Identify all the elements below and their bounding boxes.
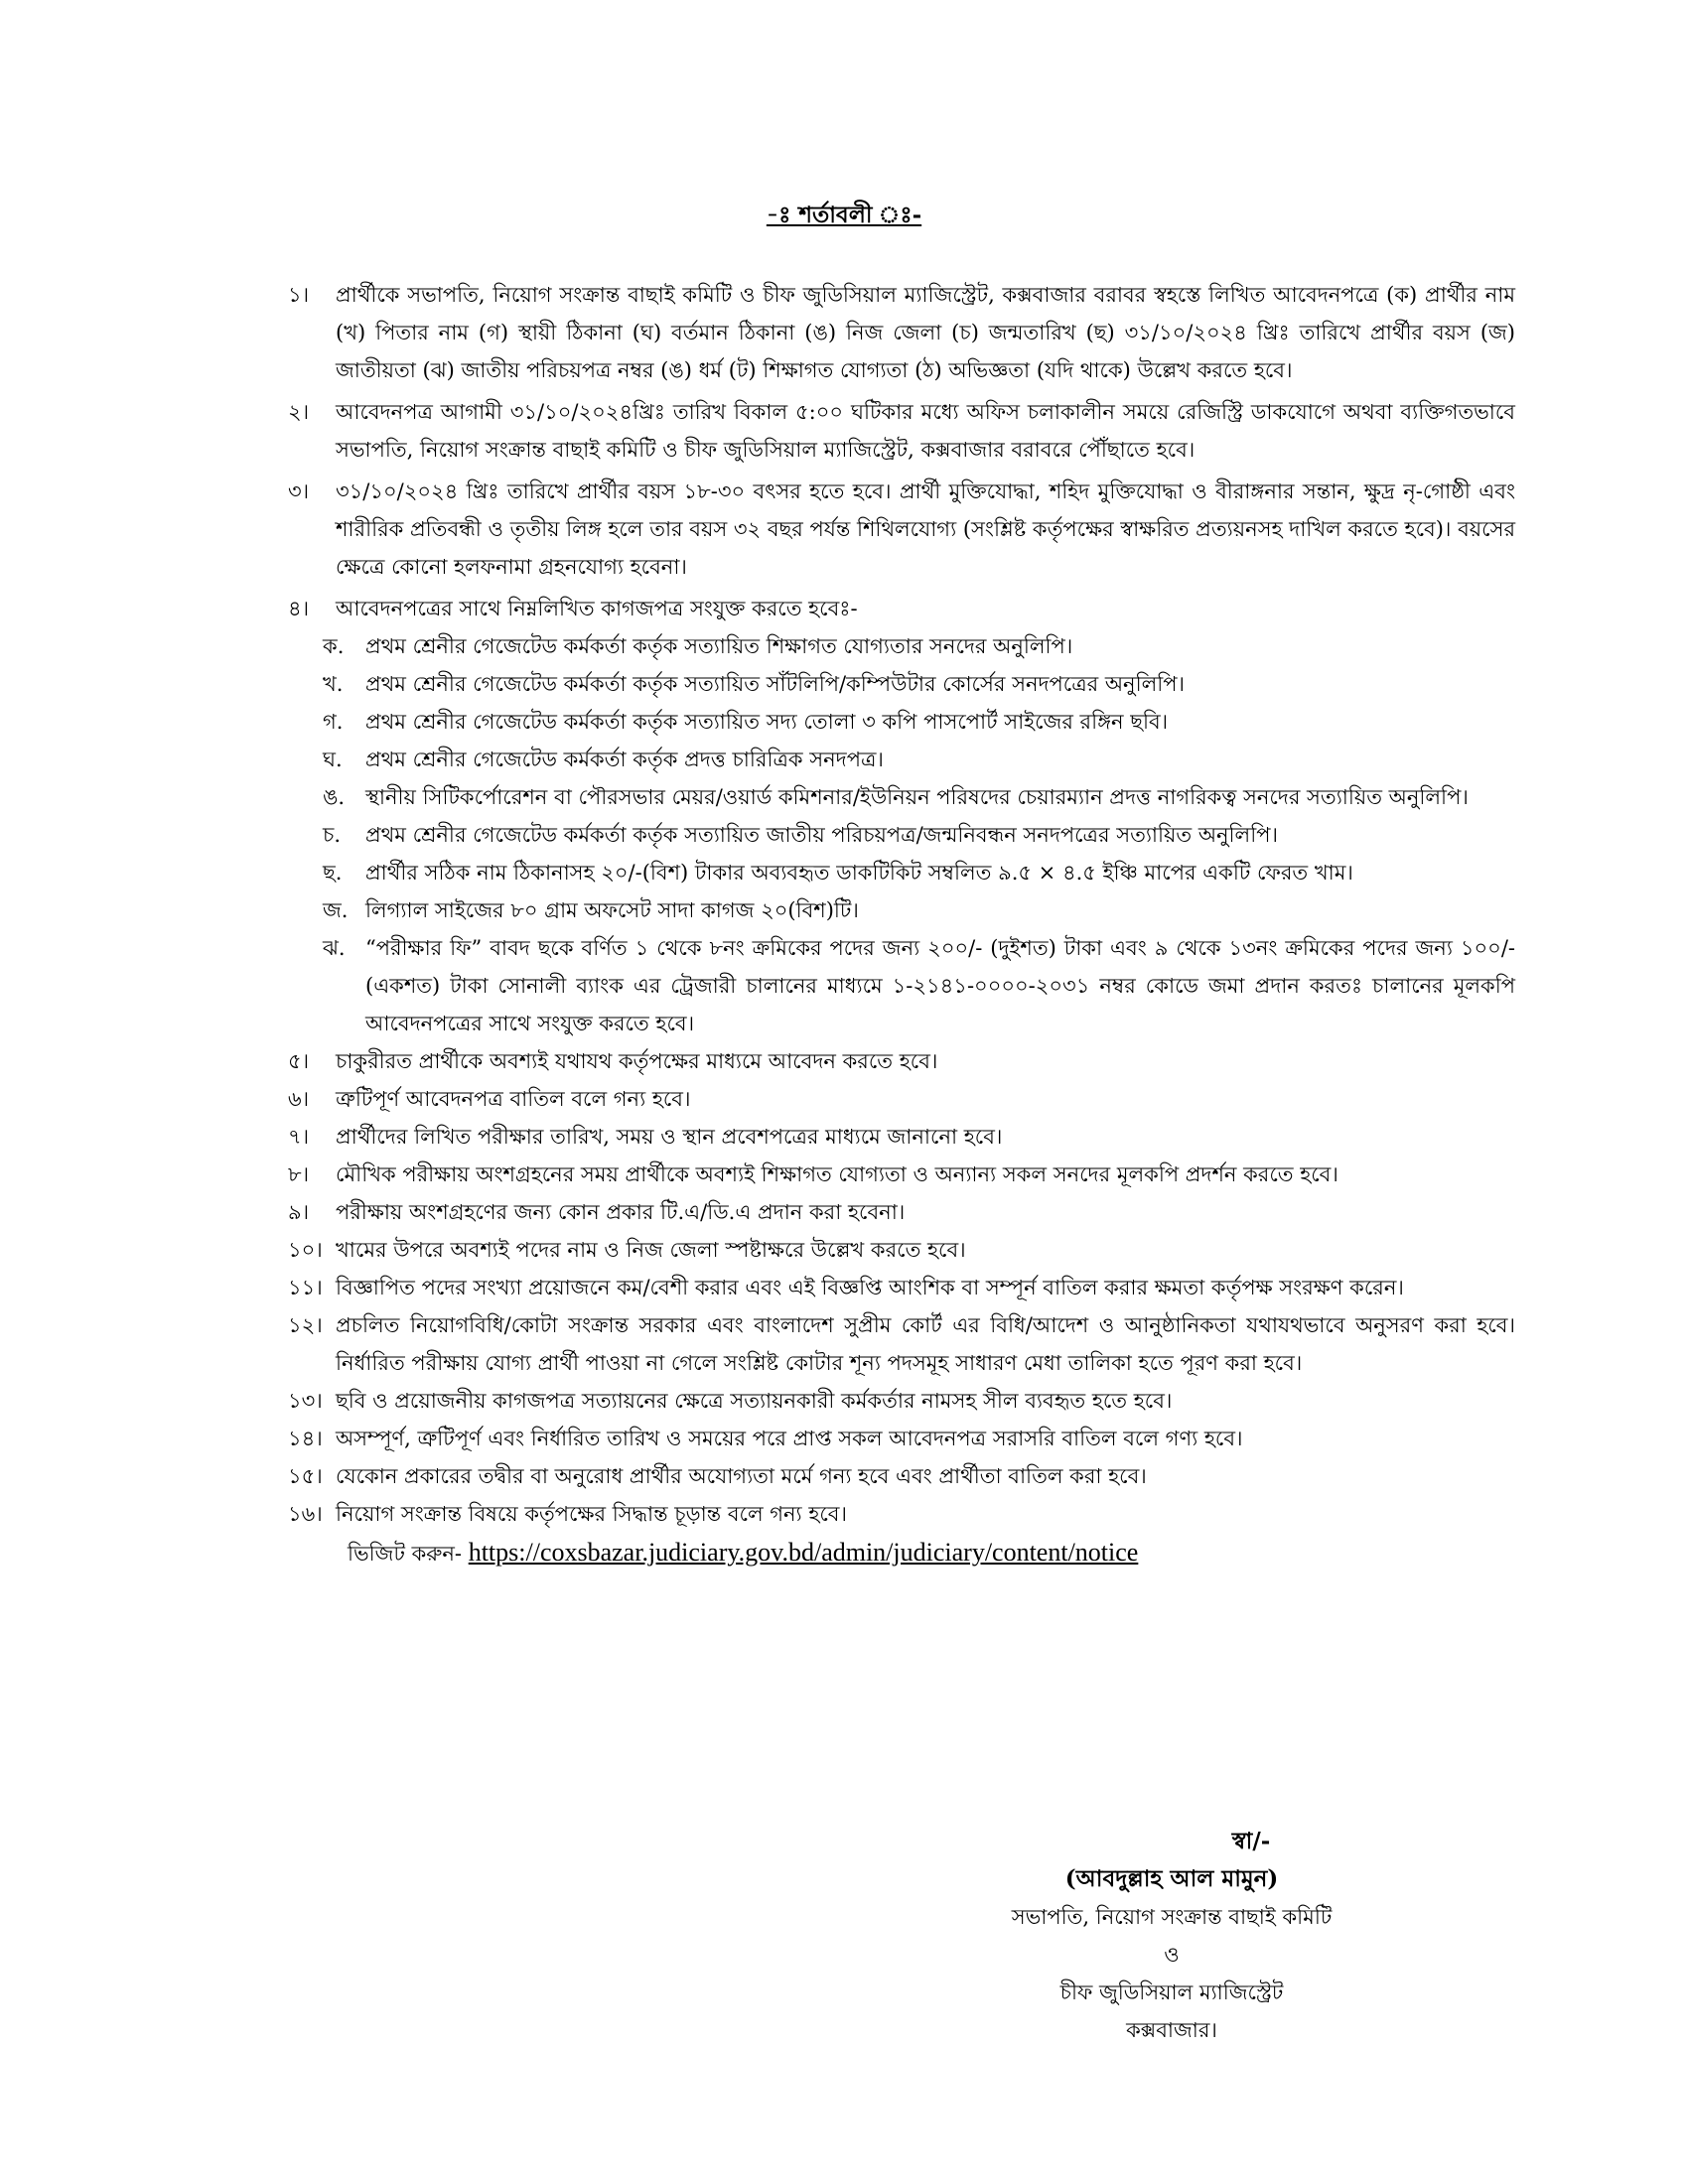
sub-item-number: ক. bbox=[323, 634, 345, 658]
term-text: চাকুরীরত প্রার্থীকে অবশ্যই যথাযথ কর্তৃপক্ষের মাধ্যমে আবেদন করতে হবে। bbox=[336, 1049, 938, 1073]
term-text: আবেদনপত্র আগামী ৩১/১০/২০২৪খ্রিঃ তারিখ বিকাল ৫:০০ ঘটিকার মধ্যে অফিস চলাকালীন সময়ে রেজিস্ট্রি ডাকযোগে অথবা ব্যক্তিগতভাবে সভাপতি, নিয়োগ সংক্রান্ত বাছাই কমিটি ও চীফ জুডিসিয়াল ম্যাজিস্ট্রেট, কক্সবাজার বরাবরে পৌঁছাতে হবে। bbox=[336, 400, 1515, 462]
term-text: প্রার্থীকে সভাপতি, নিয়োগ সংক্রান্ত বাছাই কমিটি ও চীফ জুডিসিয়াল ম্যাজিস্ট্রেট, কক্সবাজার বরাবর স্বহস্তে লিখিত আবেদনপত্রে (ক) প্রার্থীর নাম (খ) পিতার নাম (গ) স্থায়ী ঠিকানা (ঘ) বর্তমান ঠিকানা (ঙ) নিজ জেলা (চ) জন্মতারিখ (ছ) ৩১/১০/২০২৪ খ্রিঃ তারিখে প্রার্থীর বয়স (জ) জাতীয়তা (ঝ) জাতীয় পরিচয়পত্র নম্বর (ঙ) ধর্ম (ট) শিক্ষাগত যোগ্যতা (ঠ) অভিজ্ঞতা (যদি থাকে) উল্লেখ করতে হবে। bbox=[336, 283, 1515, 382]
term-item-10 bbox=[288, 1231, 1515, 1269]
term-text: ত্রুটিপূর্ণ আবেদনপত্র বাতিল বলে গন্য হবে। bbox=[336, 1087, 691, 1111]
term-item-14 bbox=[288, 1420, 1515, 1457]
term-text: ৩১/১০/২০২৪ খ্রিঃ তারিখে প্রার্থীর বয়স ১৮-৩০ বৎসর হতে হবে। প্রার্থী মুক্তিযোদ্ধা, শহিদ মুক্তিযোদ্ধা ও বীরাঙ্গনার সন্তান, ক্ষুদ্র নৃ-গোষ্ঠী এবং শারীরিক প্রতিবন্ধী ও তৃতীয় লিঙ্গ হলে তার বয়স ৩২ বছর পর্যন্ত শিথিলযোগ্য (সংশ্লিষ্ট কর্তৃপক্ষের স্বাক্ষরিত প্রত্যয়নসহ দাখিল করতে হবে)। বয়সের ক্ষেত্রে কোনো হলফনামা গ্রহনযোগ্য হবেনা। bbox=[336, 479, 1516, 579]
signatory-title-2: ও bbox=[1164, 1943, 1180, 1967]
term-item-6 bbox=[288, 1080, 1515, 1118]
visit-label: ভিজিট করুন- bbox=[348, 1542, 463, 1566]
term-text: আবেদনপত্রের সাথে নিম্নলিখিত কাগজপত্র সংযুক্ত করতে হবেঃ- bbox=[336, 597, 858, 620]
term-item-4 bbox=[288, 590, 1515, 627]
term-number: ৩। bbox=[288, 479, 310, 503]
signatory-title-4: কক্সবাজার। bbox=[1126, 2018, 1217, 2042]
sub-item-ga bbox=[288, 703, 1515, 741]
term-item-15 bbox=[288, 1457, 1515, 1495]
sub-item-text: প্রথম শ্রেনীর গেজেটেড কর্মকর্তা কর্তৃক সত্যায়িত সাঁটলিপি/কম্পিউটার কোর্সের সনদপত্রের অনুলিপি। bbox=[365, 672, 1186, 696]
sub-item-number: ছ. bbox=[323, 861, 343, 885]
page-title: -ঃ শর্তাবলী ঃ- bbox=[766, 202, 922, 228]
term-number: ১৩। bbox=[288, 1389, 323, 1413]
terms-list bbox=[288, 276, 1515, 1573]
term-text: মৌখিক পরীক্ষায় অংশগ্রহনের সময় প্রার্থীকে অবশ্যই শিক্ষাগত যোগ্যতা ও অন্যান্য সকল সনদের মূলকপি প্রদর্শন করতে হবে। bbox=[336, 1162, 1338, 1186]
sub-item-number: চ. bbox=[323, 823, 342, 847]
term-number: ৯। bbox=[288, 1200, 310, 1224]
term-item-13 bbox=[288, 1382, 1515, 1420]
term-text: পরীক্ষায় অংশগ্রহণের জন্য কোন প্রকার টি.এ/ডি.এ প্রদান করা হবেনা। bbox=[336, 1200, 906, 1224]
term-number: ১১। bbox=[288, 1276, 323, 1299]
signatory-title-1: সভাপতি, নিয়োগ সংক্রান্ত বাছাই কমিটি bbox=[1011, 1905, 1333, 1929]
sub-item-ja bbox=[288, 891, 1515, 929]
sub-item-kha bbox=[288, 665, 1515, 703]
term-number: ৮। bbox=[288, 1162, 310, 1186]
term-number: ২। bbox=[288, 400, 310, 424]
term-item-7 bbox=[288, 1118, 1515, 1156]
signature-block bbox=[894, 1823, 1450, 2049]
signatory-name: (আবদুল্লাহ আল মামুন) bbox=[1064, 1865, 1279, 1892]
term-number: ৬। bbox=[288, 1087, 310, 1111]
term-text: প্রচলিত নিয়োগবিধি/কোটা সংক্রান্ত সরকার এবং বাংলাদেশ সুপ্রীম কোর্ট এর বিধি/আদেশ ও আনুষ্ঠানিকতা যথাযথভাবে অনুসরণ করা হবে। নির্ধারিত পরীক্ষায় যোগ্য প্রার্থী পাওয়া না গেলে সংশ্লিষ্ট কোটার শূন্য পদসমূহ সাধারণ মেধা তালিকা হতে পূরণ করা হবে। bbox=[336, 1313, 1515, 1375]
sub-item-cha bbox=[288, 816, 1515, 854]
sub-item-number: খ. bbox=[323, 672, 344, 696]
term-number: ১৫। bbox=[288, 1464, 323, 1488]
term-item-11 bbox=[288, 1269, 1515, 1306]
signature-mark: স্বা/- bbox=[1231, 1828, 1271, 1854]
term-text: বিজ্ঞাপিত পদের সংখ্যা প্রয়োজনে কম/বেশী করার এবং এই বিজ্ঞপ্তি আংশিক বা সম্পূর্ন বাতিল করার ক্ষমতা কর্তৃপক্ষ সংরক্ষণ করেন। bbox=[336, 1276, 1404, 1299]
sub-item-number: জ. bbox=[323, 898, 349, 922]
signatory-title-3: চীফ জুডিসিয়াল ম্যাজিস্ট্রেট bbox=[1059, 1980, 1284, 2004]
term-item-12 bbox=[288, 1306, 1515, 1382]
sub-item-gha bbox=[288, 741, 1515, 778]
sub-item-jha bbox=[288, 929, 1515, 1042]
sub-item-uma bbox=[288, 778, 1515, 816]
term-item-1 bbox=[288, 276, 1515, 389]
term-number: ১৬। bbox=[288, 1502, 323, 1526]
term-text: খামের উপরে অবশ্যই পদের নাম ও নিজ জেলা স্পষ্টাক্ষরে উল্লেখ করতে হবে। bbox=[336, 1238, 966, 1262]
sub-item-number: গ. bbox=[323, 710, 344, 734]
term-item-2 bbox=[288, 393, 1515, 469]
term-item-5 bbox=[288, 1042, 1515, 1080]
notice-url-link[interactable]: https://coxsbazar.judiciary.gov.bd/admin/judiciary/content/notice bbox=[468, 1538, 1139, 1567]
term-text: প্রার্থীদের লিখিত পরীক্ষার তারিখ, সময় ও স্থান প্রবেশপত্রের মাধ্যমে জানানো হবে। bbox=[336, 1125, 1003, 1149]
sub-item-text: লিগ্যাল সাইজের ৮০ গ্রাম অফসেট সাদা কাগজ ২০(বিশ)টি। bbox=[365, 898, 859, 922]
term-text: যেকোন প্রকারের তদ্বীর বা অনুরোধ প্রার্থীর অযোগ্যতা মর্মে গন্য হবে এবং প্রার্থীতা বাতিল করা হবে। bbox=[336, 1464, 1147, 1488]
term-item-16 bbox=[288, 1495, 1515, 1533]
term-number: ৪। bbox=[288, 597, 310, 620]
term-text: অসম্পূর্ণ, ত্রুটিপূর্ণ এবং নির্ধারিত তারিখ ও সময়ের পরে প্রাপ্ত সকল আবেদনপত্র সরাসরি বাতিল বলে গণ্য হবে। bbox=[336, 1427, 1243, 1450]
term-number: ১০। bbox=[288, 1238, 323, 1262]
sub-item-text: প্রথম শ্রেনীর গেজেটেড কর্মকর্তা কর্তৃক প্রদত্ত চারিত্রিক সনদপত্র। bbox=[365, 748, 884, 771]
sub-item-chha bbox=[288, 854, 1515, 891]
term-item-3 bbox=[288, 473, 1515, 586]
term-item-8 bbox=[288, 1156, 1515, 1193]
sub-item-number: ঘ. bbox=[323, 748, 343, 771]
sub-item-text: স্থানীয় সিটিকর্পোরেশন বা পৌরসভার মেয়র/ওয়ার্ড কমিশনার/ইউনিয়ন পরিষদের চেয়ারম্যান প্রদত্ত নাগরিকত্ব সনদের সত্যায়িত অনুলিপি। bbox=[365, 785, 1469, 809]
term-text: নিয়োগ সংক্রান্ত বিষয়ে কর্তৃপক্ষের সিদ্ধান্ত চূড়ান্ত বলে গন্য হবে। bbox=[336, 1502, 847, 1526]
term-number: ১২। bbox=[288, 1313, 323, 1337]
sub-item-number: ঙ. bbox=[323, 785, 346, 809]
term-number: ৫। bbox=[288, 1049, 310, 1073]
visit-line bbox=[348, 1533, 1515, 1573]
sub-item-text: “পরীক্ষার ফি” বাবদ ছকে বর্ণিত ১ থেকে ৮নং ক্রমিকের পদের জন্য ২০০/- (দুইশত) টাকা এবং ৯ থেকে ১৩নং ক্রমিকের পদের জন্য ১০০/- (একশত) টাকা সোনালী ব্যাংক এর ট্রেজারী চালানের মাধ্যমে ১-২১৪১-০০০০-২০৩১ নম্বর কোডে জমা প্রদান করতঃ চালানের মূলকপি আবেদনপত্রের সাথে সংযুক্ত করতে হবে। bbox=[365, 936, 1515, 1035]
sub-item-text: প্রথম শ্রেনীর গেজেটেড কর্মকর্তা কর্তৃক সত্যায়িত শিক্ষাগত যোগ্যতার সনদের অনুলিপি। bbox=[365, 634, 1073, 658]
sub-item-text: প্রথম শ্রেনীর গেজেটেড কর্মকর্তা কর্তৃক সত্যায়িত জাতীয় পরিচয়পত্র/জন্মনিবন্ধন সনদপত্রের সত্যায়িত অনুলিপি। bbox=[365, 823, 1278, 847]
term-item-9 bbox=[288, 1193, 1515, 1231]
sub-item-text: প্রথম শ্রেনীর গেজেটেড কর্মকর্তা কর্তৃক সত্যায়িত সদ্য তোলা ৩ কপি পাসপোর্ট সাইজের রঙ্গিন ছবি। bbox=[365, 710, 1169, 734]
term-text: ছবি ও প্রয়োজনীয় কাগজপত্র সত্যায়নের ক্ষেত্রে সত্যায়নকারী কর্মকর্তার নামসহ সীল ব্যবহৃত হতে হবে। bbox=[336, 1389, 1173, 1413]
term-number: ১। bbox=[288, 283, 310, 307]
term-number: ৭। bbox=[288, 1125, 310, 1149]
term-number: ১৪। bbox=[288, 1427, 323, 1450]
sub-item-text: প্রার্থীর সঠিক নাম ঠিকানাসহ ২০/-(বিশ) টাকার অব্যবহৃত ডাকটিকিট সম্বলিত ৯.৫ × ৪.৫ ইঞ্চি মাপের একটি ফেরত খাম। bbox=[365, 861, 1353, 885]
sub-item-ka bbox=[288, 627, 1515, 665]
sub-item-number: ঝ. bbox=[323, 936, 346, 960]
